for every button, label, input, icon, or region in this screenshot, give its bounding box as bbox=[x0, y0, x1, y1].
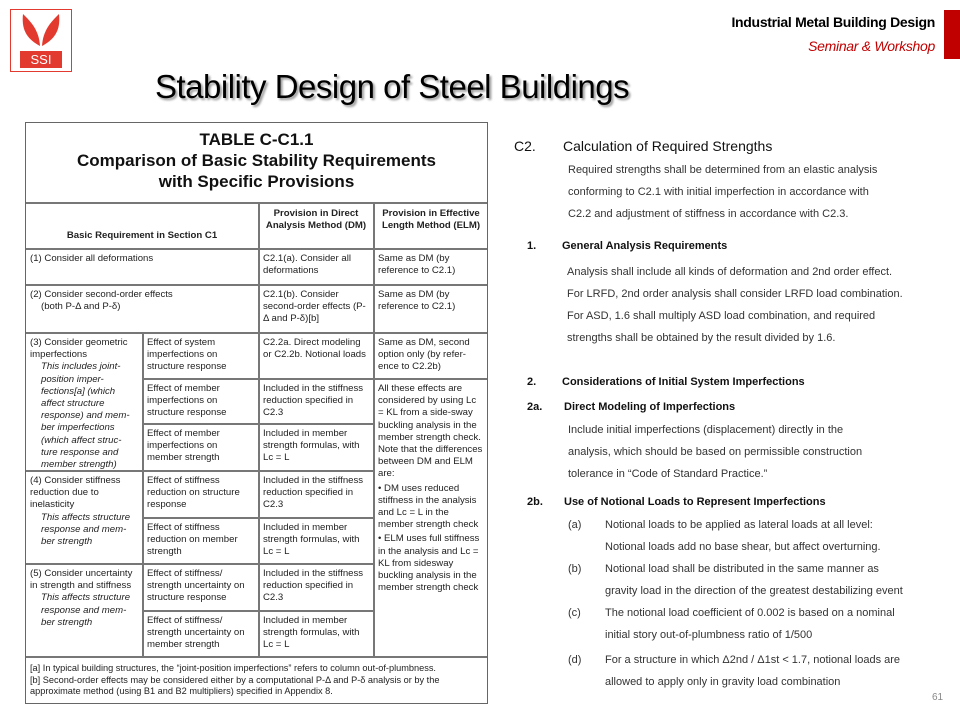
elm-bullet: • ELM uses full stiffness in the analysis and Lc = KL from sidesway buckling analysis in the member strength check bbox=[378, 533, 480, 594]
s2-title: Considerations of Initial System Imperfections bbox=[562, 376, 805, 388]
r2-req bbox=[26, 286, 258, 316]
r4a-dm: Included in the stiffness reduction specified in C2.3 bbox=[263, 475, 364, 511]
s1-text: Analysis shall include all kinds of deformation and 2nd order effect. bbox=[567, 266, 893, 278]
s2a-text: tolerance in “Code of Standard Practice.” bbox=[568, 468, 768, 480]
accent-bar bbox=[944, 10, 960, 59]
elm-bullet: • DM uses reduced stiffness in the analysis and Lc = L in the member strength check bbox=[378, 482, 479, 531]
item-text: initial story out-of-plumbness ratio of 1/500 bbox=[605, 629, 813, 641]
r3c-effect: Effect of member imperfections on member strength bbox=[147, 428, 220, 464]
r3b-dm: Included in the stiffness reduction specified in C2.3 bbox=[263, 383, 364, 419]
s2b-title: Use of Notional Loads to Represent Imperfections bbox=[564, 496, 826, 508]
r4b-dm: Included in member strength formulas, with Lc = L bbox=[263, 522, 360, 558]
s2a-title: Direct Modeling of Imperfections bbox=[564, 401, 736, 413]
table-title-line: Comparison of Basic Stability Requirements bbox=[77, 151, 436, 170]
r3-req bbox=[26, 334, 142, 474]
r3a-elm: Same as DM, second option only (by refer-ence to C2.2b) bbox=[378, 337, 470, 373]
divider bbox=[26, 656, 487, 658]
stability-requirements-table bbox=[25, 122, 488, 704]
r1-req: (1) Consider all deformations bbox=[30, 253, 154, 264]
s2-number: 2. bbox=[527, 376, 537, 388]
r4a-effect: Effect of stiffness reduction on structure response bbox=[147, 475, 240, 511]
header-elm: Provision in Effective Length Method (ELM) bbox=[381, 208, 481, 232]
r5b-effect: Effect of stiffness/ strength uncertainty on member strength bbox=[147, 615, 245, 651]
header-title: Industrial Metal Building Design bbox=[731, 14, 935, 30]
item-text: Notional loads to be applied as lateral loads at all level: bbox=[605, 519, 873, 531]
ssi-logo bbox=[10, 9, 72, 72]
footnote: [a] In typical building structures, the “joint-position imperfections” refers to column out-of-plumbness. bbox=[30, 663, 436, 673]
item-text: For a structure in which Δ2nd / Δ1st < 1.7, notional loads are bbox=[605, 654, 901, 666]
header-subtitle: Seminar & Workshop bbox=[808, 38, 935, 54]
r1-elm: Same as DM (by reference to C2.1) bbox=[378, 253, 456, 277]
header-basic-requirement: Basic Requirement in Section C1 bbox=[66, 230, 218, 241]
c2-title: Calculation of Required Strengths bbox=[563, 138, 773, 154]
s1-number: 1. bbox=[527, 240, 537, 252]
table-title bbox=[26, 129, 487, 192]
s1-text: strengths shall be obtained by the result divided by 1.6. bbox=[567, 332, 836, 344]
s2a-text: Include initial imperfections (displacement) directly in the bbox=[568, 424, 844, 436]
table-title-line: TABLE C-C1.1 bbox=[199, 130, 314, 149]
logo-text: SSI bbox=[20, 51, 62, 68]
r5a-effect: Effect of stiffness/ strength uncertainty on structure response bbox=[147, 568, 245, 604]
c2-text: Required strengths shall be determined from an elastic analysis bbox=[568, 164, 878, 176]
slide-title: Stability Design of Steel Buildings bbox=[155, 68, 630, 105]
r5a-dm: Included in the stiffness reduction specified in C2.3 bbox=[263, 568, 364, 604]
c2-number: C2. bbox=[514, 138, 536, 154]
elm-merged-cell bbox=[374, 380, 488, 597]
item-text: gravity load in the direction of the greatest destabilizing event bbox=[605, 585, 903, 597]
item-label: (d) bbox=[568, 654, 582, 666]
r5-req-text: (5) Consider uncertainty in strength and stiffness bbox=[30, 568, 133, 592]
item-label: (b) bbox=[568, 563, 582, 575]
c2-text: conforming to C2.1 with initial imperfection in accordance with bbox=[568, 186, 869, 198]
header-dm: Provision in Direct Analysis Method (DM) bbox=[265, 208, 367, 232]
r4-req-note: This affects structure response and mem-ber strength bbox=[41, 511, 131, 548]
item-text: The notional load coefficient of 0.002 is based on a nominal bbox=[605, 607, 895, 619]
c2-text: C2.2 and adjustment of stiffness in accordance with C2.3. bbox=[568, 208, 849, 220]
r5-req bbox=[26, 565, 142, 632]
r3-req-note: This includes joint-position imper-fections[a] (which affect structure response) and mem-ber imperfections (which affect struc-ture response and member strength) bbox=[41, 361, 130, 471]
s1-text: For ASD, 1.6 shall multiply ASD load combination, and required bbox=[567, 310, 876, 322]
table-title-line: with Specific Provisions bbox=[158, 172, 355, 191]
item-text: Notional load shall be distributed in the same manner as bbox=[605, 563, 879, 575]
r2-req-line: (both P-Δ and P-δ) bbox=[41, 301, 121, 313]
table-footnotes bbox=[26, 660, 488, 701]
s2a-text: analysis, which should be based on permissible construction bbox=[568, 446, 863, 458]
elm-merged-text: All these effects are considered by using Lc = KL from a side-sway buckling analysis in the member strength check. Note that the differences between DM and ELM are: bbox=[378, 383, 483, 480]
r3a-effect: Effect of system imperfections on structure response bbox=[147, 337, 227, 373]
r4b-effect: Effect of stiffness reduction on member strength bbox=[147, 522, 238, 558]
item-text: allowed to apply only in gravity load combination bbox=[605, 676, 841, 688]
s2b-number: 2b. bbox=[527, 496, 543, 508]
r1-dm: C2.1(a). Consider all deformations bbox=[263, 253, 351, 277]
s2a-number: 2a. bbox=[527, 401, 543, 413]
item-text: Notional loads add no base shear, but affect overturning. bbox=[605, 541, 881, 553]
footnote: [b] Second-order effects may be considered either by a computational P-Δ and P-δ analysis or by the approximate method (using B1 and B2 multipliers) specified in Appendix 8. bbox=[30, 674, 440, 696]
s1-title: General Analysis Requirements bbox=[562, 240, 728, 252]
item-label: (c) bbox=[568, 607, 581, 619]
r3a-dm: C2.2a. Direct modeling or C2.2b. Notional loads bbox=[263, 337, 366, 361]
page-number: 61 bbox=[932, 692, 944, 703]
r4-req bbox=[26, 472, 142, 551]
r2-elm: Same as DM (by reference to C2.1) bbox=[378, 289, 456, 313]
r4-req-text: (4) Consider stiffness reduction due to inelasticity bbox=[30, 475, 121, 511]
r2-dm: C2.1(b). Consider second-order effects (P-Δ and P-δ)[b] bbox=[263, 289, 366, 325]
item-label: (a) bbox=[568, 519, 582, 531]
r3c-dm: Included in member strength formulas, with Lc = L bbox=[263, 428, 360, 464]
r5-req-note: This affects structure response and mem-ber strength bbox=[41, 592, 131, 628]
r5b-dm: Included in member strength formulas, with Lc = L bbox=[263, 615, 360, 651]
r3-req-text: (3) Consider geometric imperfections bbox=[30, 337, 128, 361]
r3b-effect: Effect of member imperfections on structure response bbox=[147, 383, 227, 419]
leaf-emblem-icon bbox=[11, 10, 71, 50]
r2-req-line: (2) Consider second-order effects bbox=[30, 289, 173, 300]
divider bbox=[26, 202, 487, 204]
s1-text: For LRFD, 2nd order analysis shall consider LRFD load combination. bbox=[567, 288, 903, 300]
